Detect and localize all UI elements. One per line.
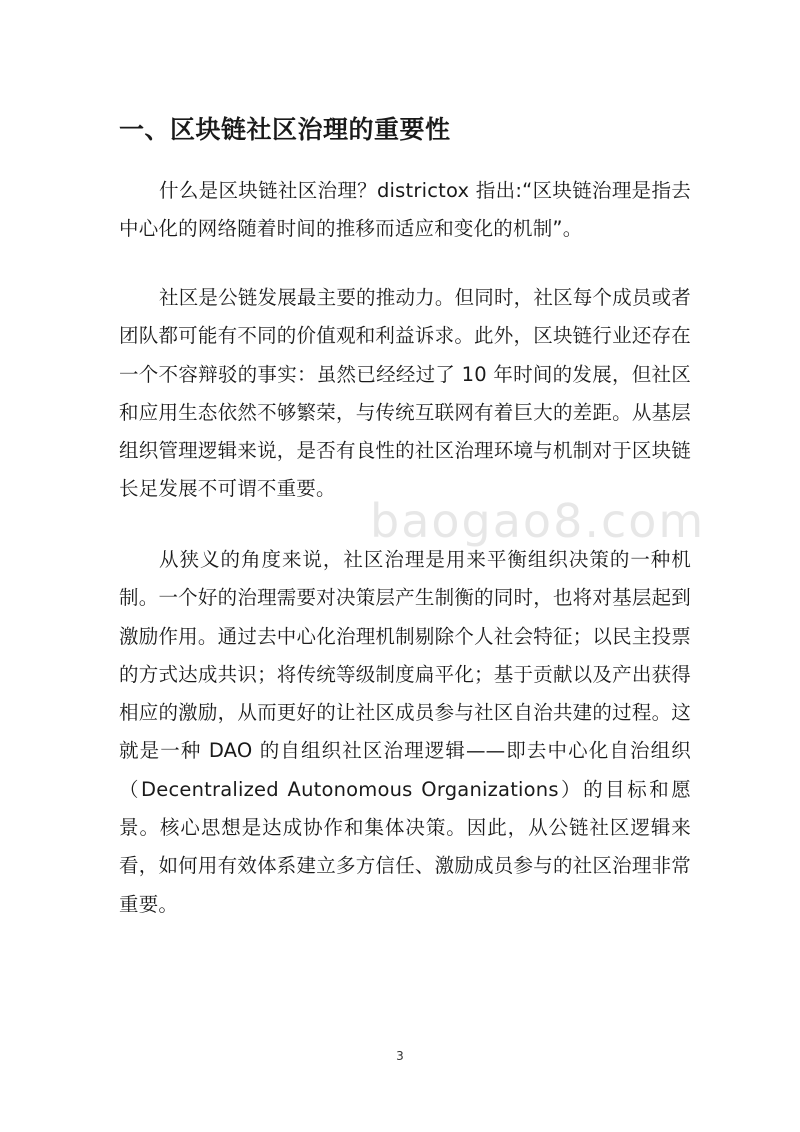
watermark-text: baogao8.com (370, 494, 706, 548)
paragraph-definition: 什么是区块链社区治理？districtox 指出:“区块链治理是指去中心化的网络随着时间的推移而适应和变化的机制”。 (119, 179, 691, 241)
paragraph-dao: 从狭义的角度来说，社区治理是用来平衡组织决策的一种机制。一个好的治理需要对决策层产生制衡的同时，也将对基层起到激励作用。通过去中心化治理机制剔除个人社会特征；以民主投票的方式达成共识；将传统等级制度扁平化；基于贡献以及产出获得相应的激励，从而更好的让社区成员参与社区自治共建的过程。这就是一种 DAO 的自组织社区治理逻辑——即去中心化自治组织（Decentralized Autonomous Organizations）的目标和愿景。核心思想是达成协作和集体决策。因此，从公链社区逻辑来看，如何用有效体系建立多方信任、激励成员参与的社区治理非常重要。 (119, 548, 691, 916)
paragraph-community: 社区是公链发展最主要的推动力。但同时，社区每个成员或者团队都可能有不同的价值观和利益诉求。此外，区块链行业还存在一个不容辩驳的事实：虽然已经经过了 10 年时间的发展，但社区和应用生态依然不够繁荣，与传统互联网有着巨大的差距。从基层组织管理逻辑来说，是否有良性的社区治理环境与机制对于区块链长足发展不可谓不重要。 (119, 286, 691, 501)
page-number: 3 (396, 1049, 404, 1063)
section-heading: 一、区块链社区治理的重要性 (119, 115, 451, 144)
